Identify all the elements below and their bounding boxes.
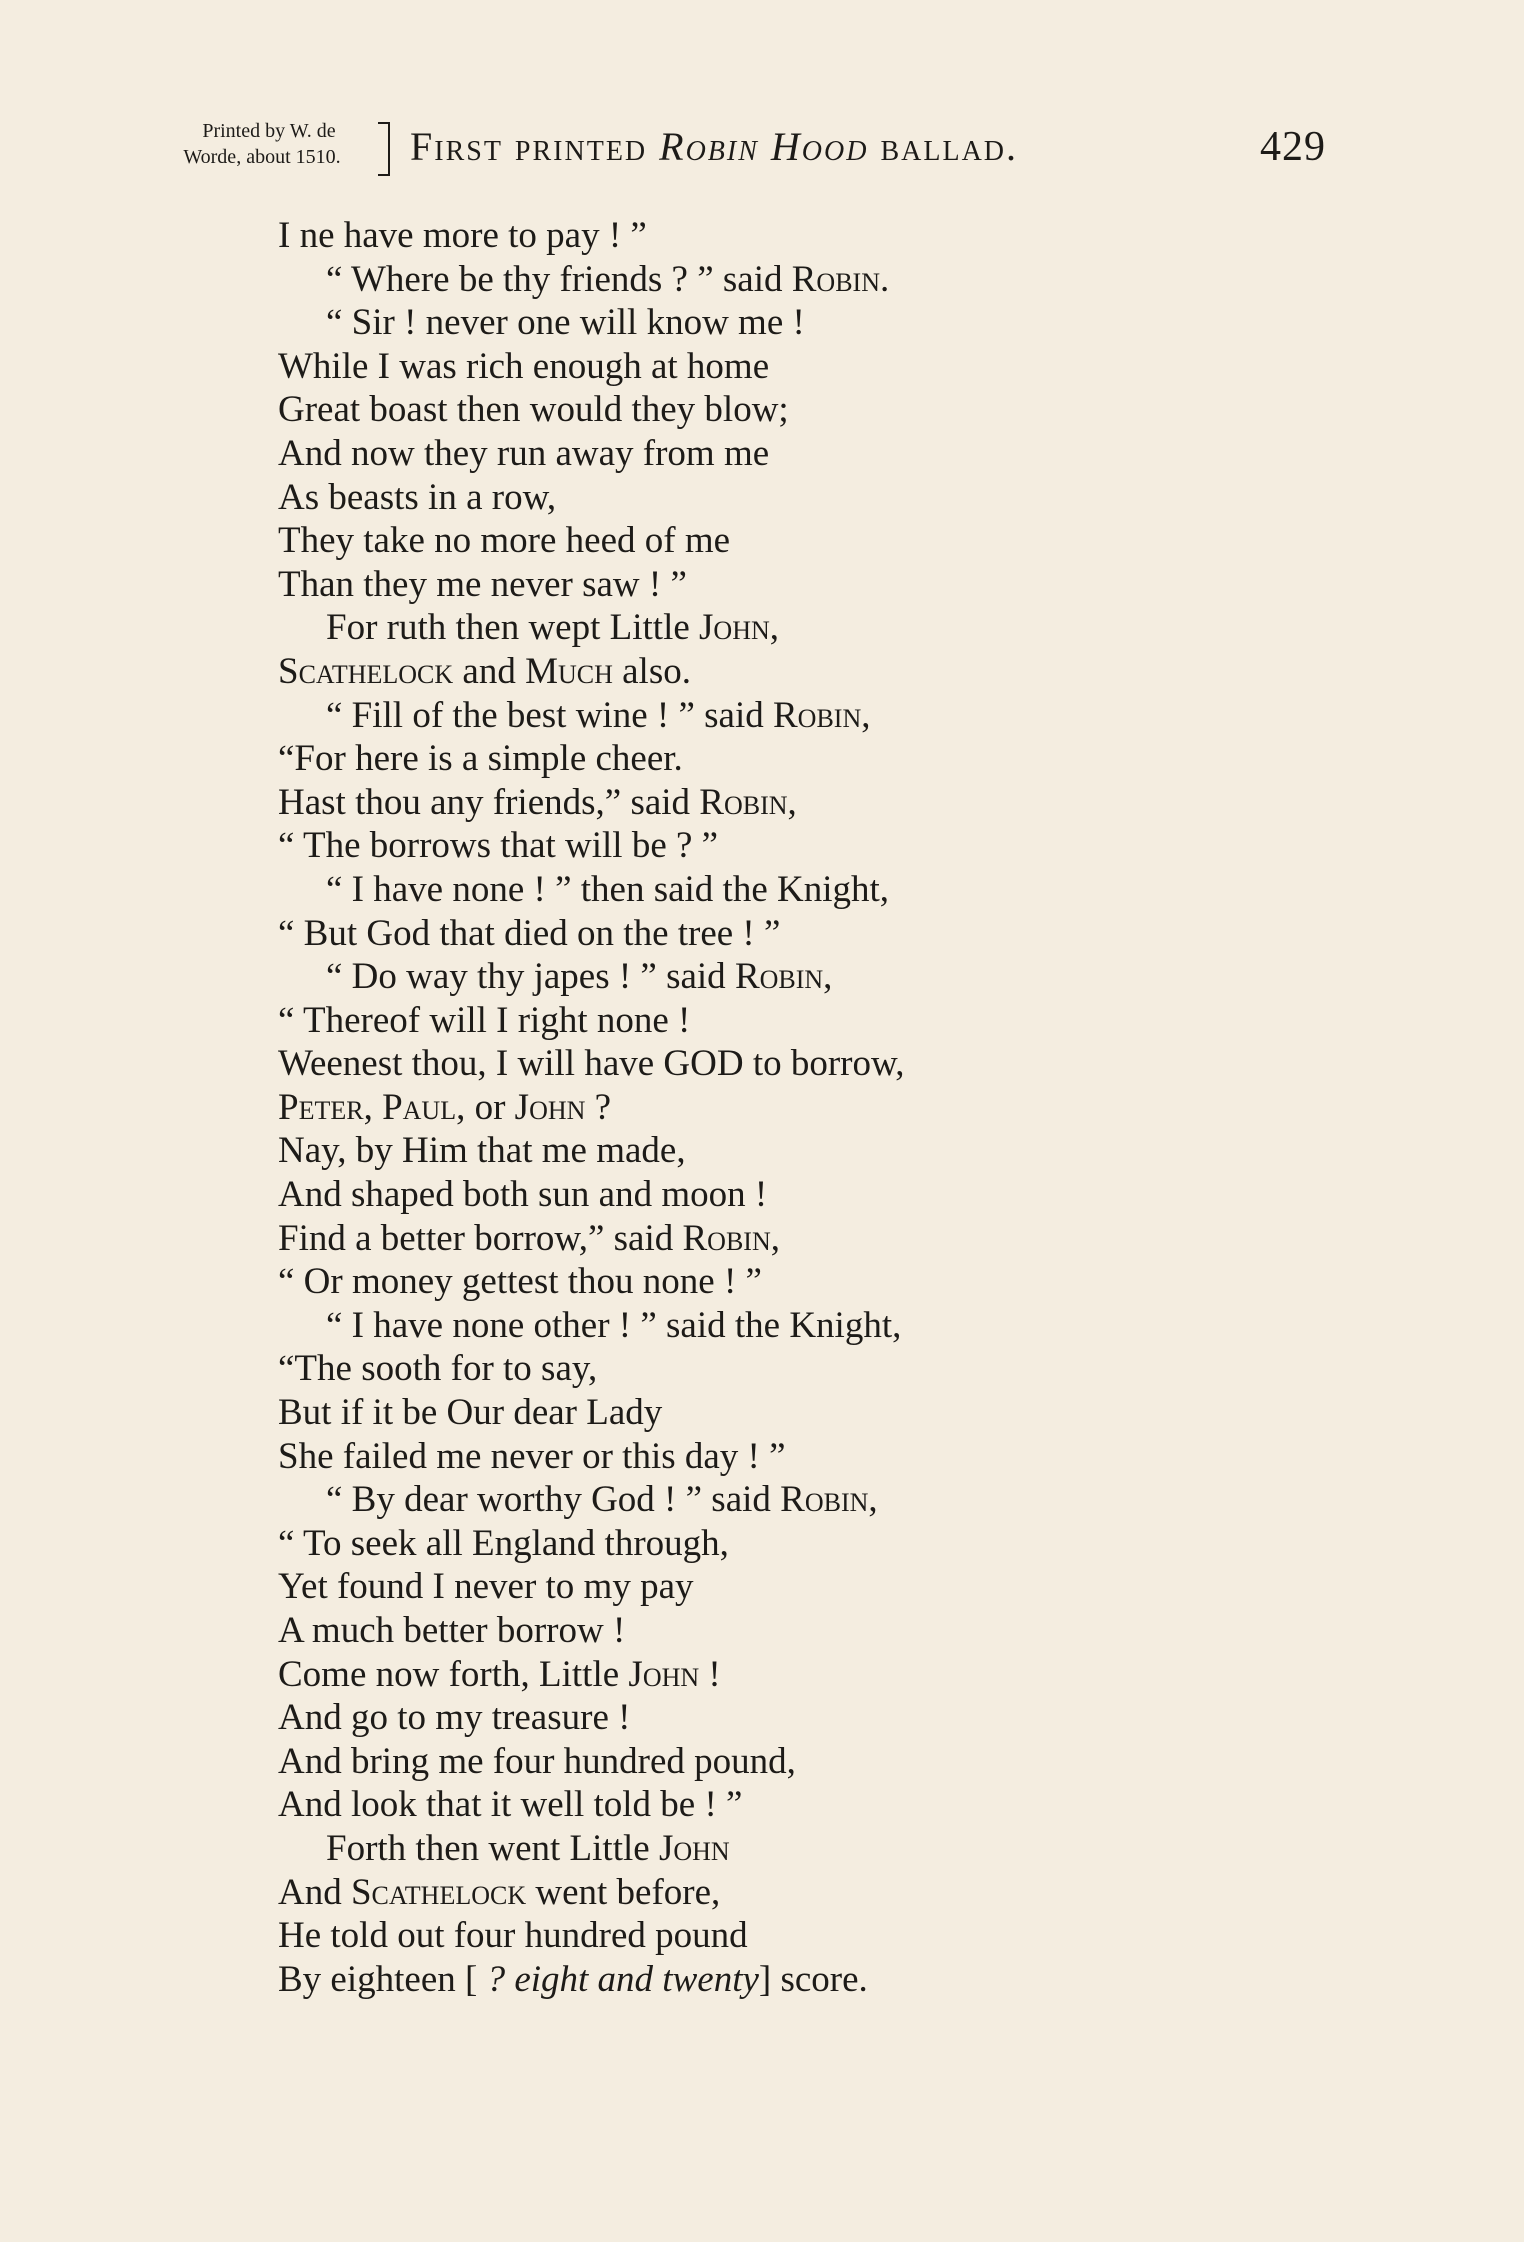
verse-line [278, 1653, 1418, 1697]
verse-text: “ Thereof will I right none ! [278, 999, 691, 1041]
small-caps-name: Robin, [699, 781, 797, 823]
verse-line [278, 824, 1418, 868]
verse-text: And go to my treasure ! [278, 1697, 631, 1739]
verse-line [278, 1609, 1418, 1653]
verse-text: ] score. [758, 1958, 868, 2000]
verse-text: “ Where be thy friends ? ” said [326, 258, 792, 300]
verse-text: “For here is a simple cheer. [278, 738, 683, 780]
verse-text: For ruth then wept Little [326, 607, 700, 649]
small-caps-name: Much [525, 650, 613, 692]
ballad-verse [278, 214, 1418, 2001]
verse-line [278, 1173, 1418, 1217]
verse-line [278, 606, 1418, 650]
verse-line [278, 1435, 1418, 1479]
verse-text: By eighteen [ [278, 1958, 487, 2000]
verse-line [278, 694, 1418, 738]
verse-line [278, 650, 1418, 694]
small-caps-name: John [514, 1086, 586, 1128]
verse-line [278, 1391, 1418, 1435]
verse-line [278, 1304, 1418, 1348]
italic-gloss: ? eight and twenty [486, 1958, 759, 2000]
verse-text: And look that it well told be ! ” [278, 1784, 743, 1826]
verse-text: “ Or money gettest thou none ! ” [278, 1261, 762, 1303]
verse-text: “ Sir ! never one will know me ! [326, 302, 805, 344]
page-header [146, 112, 1326, 182]
small-caps-name: Robin. [791, 258, 890, 300]
verse-text: But if it be Our dear Lady [278, 1392, 663, 1434]
verse-line [278, 868, 1418, 912]
verse-text: “ Do way thy japes ! ” said [326, 956, 735, 998]
verse-line [278, 1260, 1418, 1304]
small-caps-name: Robin, [780, 1479, 878, 1521]
small-caps-name: John [628, 1653, 700, 1695]
verse-text: Great boast then would they blow; [278, 389, 789, 431]
verse-text: A much better borrow ! [278, 1610, 626, 1651]
verse-text: Nay, by Him that me made, [278, 1130, 686, 1172]
verse-line [278, 214, 1418, 258]
verse-line [278, 258, 1418, 302]
verse-text: Hast thou any friends,” said [278, 781, 700, 823]
small-caps-name: John [658, 1827, 730, 1869]
verse-text: ? [585, 1086, 612, 1128]
verse-text: He told out four hundred pound [278, 1915, 748, 1957]
small-caps-name: Robin, [772, 694, 871, 736]
verse-line [278, 345, 1418, 389]
verse-line [278, 1086, 1418, 1130]
verse-line [278, 563, 1418, 607]
verse-line [278, 1478, 1418, 1522]
verse-line [278, 519, 1418, 563]
small-caps-name: Peter [278, 1086, 364, 1128]
verse-text: “The sooth for to say, [278, 1348, 598, 1390]
verse-line [278, 999, 1418, 1043]
verse-text: “ To seek all England through, [278, 1522, 729, 1564]
small-caps-name: Robin, [682, 1217, 780, 1259]
verse-text: And [278, 1871, 351, 1913]
verse-text: And shaped both sun and moon ! [278, 1174, 768, 1216]
verse-text: I ne have more to pay ! ” [278, 215, 647, 256]
verse-text: , [363, 1086, 383, 1128]
verse-line [278, 781, 1418, 825]
verse-text: Than they me never saw ! ” [278, 563, 687, 605]
small-caps-name: Robin, [734, 956, 833, 998]
page-number: 429 [1260, 124, 1326, 170]
verse-text: , or [456, 1086, 515, 1128]
side-note-line-2: Worde, about 1510. [183, 146, 341, 168]
verse-text: “ By dear worthy God ! ” said [326, 1479, 781, 1521]
verse-text: Weenest thou, I will have GOD to borrow, [278, 1043, 905, 1085]
running-title-start: First printed [410, 124, 660, 169]
verse-line [278, 1696, 1418, 1740]
verse-line [278, 1129, 1418, 1173]
side-note-line-1: Printed by W. de [202, 120, 336, 142]
verse-text: While I was rich enough at home [278, 345, 770, 387]
running-title-robin-hood: Robin Hood [659, 124, 869, 169]
verse-line [278, 1042, 1418, 1086]
verse-text: “ I have none other ! ” said the Knight, [326, 1304, 902, 1346]
verse-text: Yet found I never to my pay [278, 1566, 694, 1608]
verse-line [278, 1217, 1418, 1261]
verse-line [278, 912, 1418, 956]
small-caps-name: Scathelock [278, 650, 454, 692]
verse-text: “ I have none ! ” then said the Knight, [326, 868, 890, 910]
verse-line [278, 1740, 1418, 1784]
printer-side-note [146, 118, 378, 180]
verse-line [278, 1871, 1418, 1915]
verse-line [278, 1958, 1418, 2002]
verse-line [278, 1914, 1418, 1958]
verse-text: “ But God that died on the tree ! ” [278, 912, 781, 954]
verse-text: Forth then went Little [326, 1827, 659, 1869]
verse-text: went before, [526, 1871, 721, 1913]
running-title [410, 112, 1018, 182]
verse-line [278, 737, 1418, 781]
verse-line [278, 301, 1418, 345]
small-caps-name: Scathelock [350, 1871, 527, 1913]
verse-text: And now they run away from me [278, 432, 770, 474]
verse-line [278, 1565, 1418, 1609]
verse-line [278, 388, 1418, 432]
small-caps-name: Paul [382, 1086, 457, 1128]
verse-text: She failed me never or this day ! ” [278, 1435, 786, 1477]
verse-line [278, 1783, 1418, 1827]
verse-line [278, 955, 1418, 999]
verse-text: ! [699, 1653, 721, 1695]
verse-line [278, 1522, 1418, 1566]
small-caps-name: John, [699, 607, 780, 649]
verse-text: And bring me four hundred pound, [278, 1740, 796, 1782]
verse-line [278, 476, 1418, 520]
verse-text: “ Fill of the best wine ! ” said [326, 694, 773, 736]
side-note-bracket [378, 122, 390, 176]
running-title-end: ballad. [868, 124, 1019, 169]
verse-line [278, 1347, 1418, 1391]
verse-text: “ The borrows that will be ? ” [278, 825, 719, 867]
verse-text: Find a better borrow,” said [278, 1217, 683, 1259]
verse-text: Come now forth, Little [278, 1653, 629, 1695]
verse-text: also. [612, 650, 691, 692]
verse-line [278, 1827, 1418, 1871]
verse-text: As beasts in a row, [278, 476, 557, 518]
verse-text: and [453, 650, 526, 692]
verse-line [278, 432, 1418, 476]
verse-text: They take no more heed of me [278, 520, 731, 562]
